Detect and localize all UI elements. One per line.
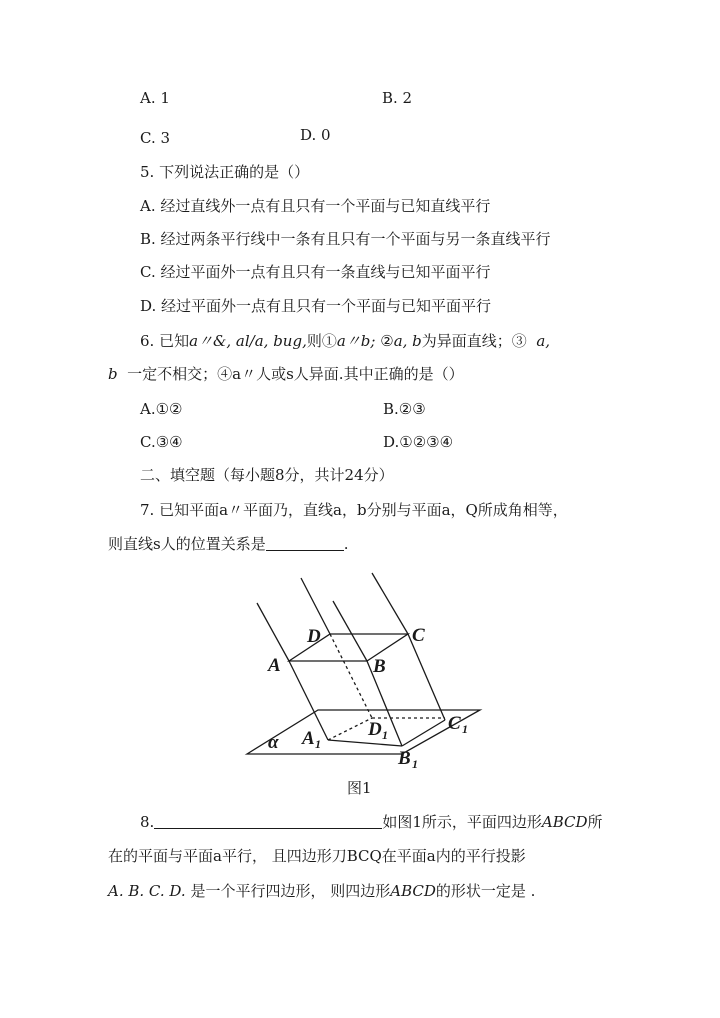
label-d1-sub: 1 [382,728,388,742]
q8-line1-text: 如图1所示，平面四边形 [382,813,542,831]
q4-option-b: B. 2 [382,89,413,107]
q6-stem [140,331,550,351]
line-through-c [372,573,408,634]
q8-line3-end: 的形状一定是 . [435,882,536,900]
q6-stem-part: a, b [393,332,422,350]
label-c: C [412,625,425,646]
q5-option-c: C. 经过平面外一点有且只有一条直线与已知平面平行 [140,263,491,281]
q6-option-c: C.③④ [140,433,183,451]
q7-line2-end: . [343,535,349,553]
q8-line3-italic: A. B. C. D. [108,882,186,900]
label-b1: B [398,748,411,769]
q4-option-c: C. 3 [140,129,171,147]
q6-stem-part: a〃b; [336,332,376,350]
q6-line2-part: b [108,365,118,383]
q8-line1 [140,812,603,832]
q6-line2-part: 一定不相交；④a〃人或s人异面.其中正确的是（） [127,365,464,383]
label-c1: C [448,713,461,734]
q7-line2 [108,534,348,554]
q8-line1-end: 所 [587,813,603,831]
label-d: D [307,626,321,647]
q6-stem-part: 为异面直线；③ [421,332,527,350]
figure-1 [230,568,510,773]
proj-a1-b1 [328,740,402,746]
hidden-a1-d1 [328,718,372,740]
q5-option-a: A. 经过直线外一点有且只有一个平面与已知直线平行 [140,197,491,215]
line-c-c1 [408,634,445,720]
q7-line1: 7. 已知平面a〃平面乃，直线a，b分别与平面a，Q所成角相等， [140,501,568,519]
label-a1-sub: 1 [315,737,321,751]
q6-stem-part: ② [380,332,394,350]
q7-line2-text: 则直线s人的位置关系是 [108,535,266,553]
q4-option-a: A. 1 [140,89,170,107]
label-b1-sub: 1 [412,757,418,771]
q5-stem: 5. 下列说法正确的是（） [140,163,310,181]
label-alpha: α [268,732,279,753]
q8-line3-text: 是一个平行四边形， 则四边形 [190,882,391,900]
label-a: A [268,655,281,676]
q8-answer-blank [154,812,382,829]
q6-option-a: A.①② [140,400,183,418]
line-through-a [257,603,289,661]
section-heading: 二、填空题（每小题8分，共计24分） [140,466,394,484]
q4-option-d: D. 0 [300,126,331,144]
q6-stem-part: 则① [306,332,337,350]
q6-option-b: B.②③ [383,400,426,418]
label-c1-sub: 1 [462,722,468,736]
q6-stem-line2 [108,364,464,384]
q6-option-d: D.①②③④ [383,433,454,451]
q8-line3-italic2: ABCD [390,882,436,900]
plane-alpha [247,710,480,754]
q8-line1-italic: ABCD [541,813,588,831]
q8-line3 [108,881,535,901]
figure-caption: 图1 [347,779,372,797]
q7-answer-blank [266,534,344,551]
line-through-b [333,601,367,661]
q8-line2: 在的平面与平面a平行， 且四边形刀BCQ在平面a内的平行投影 [108,847,526,865]
q8-number: 8. [140,813,155,831]
label-d1: D [368,719,382,740]
label-a1: A [302,728,315,749]
hidden-d-d1 [330,634,372,718]
label-b: B [373,656,386,677]
q6-stem-part: a〃&, al/a, bug, [189,332,307,350]
q6-stem-part: a, [536,332,551,350]
q6-stem-part: 6. 已知 [140,332,190,350]
q5-option-d: D. 经过平面外一点有且只有一个平面与已知平面平行 [140,297,492,315]
q5-option-b: B. 经过两条平行线中一条有且只有一个平面与另一条直线平行 [140,230,551,248]
